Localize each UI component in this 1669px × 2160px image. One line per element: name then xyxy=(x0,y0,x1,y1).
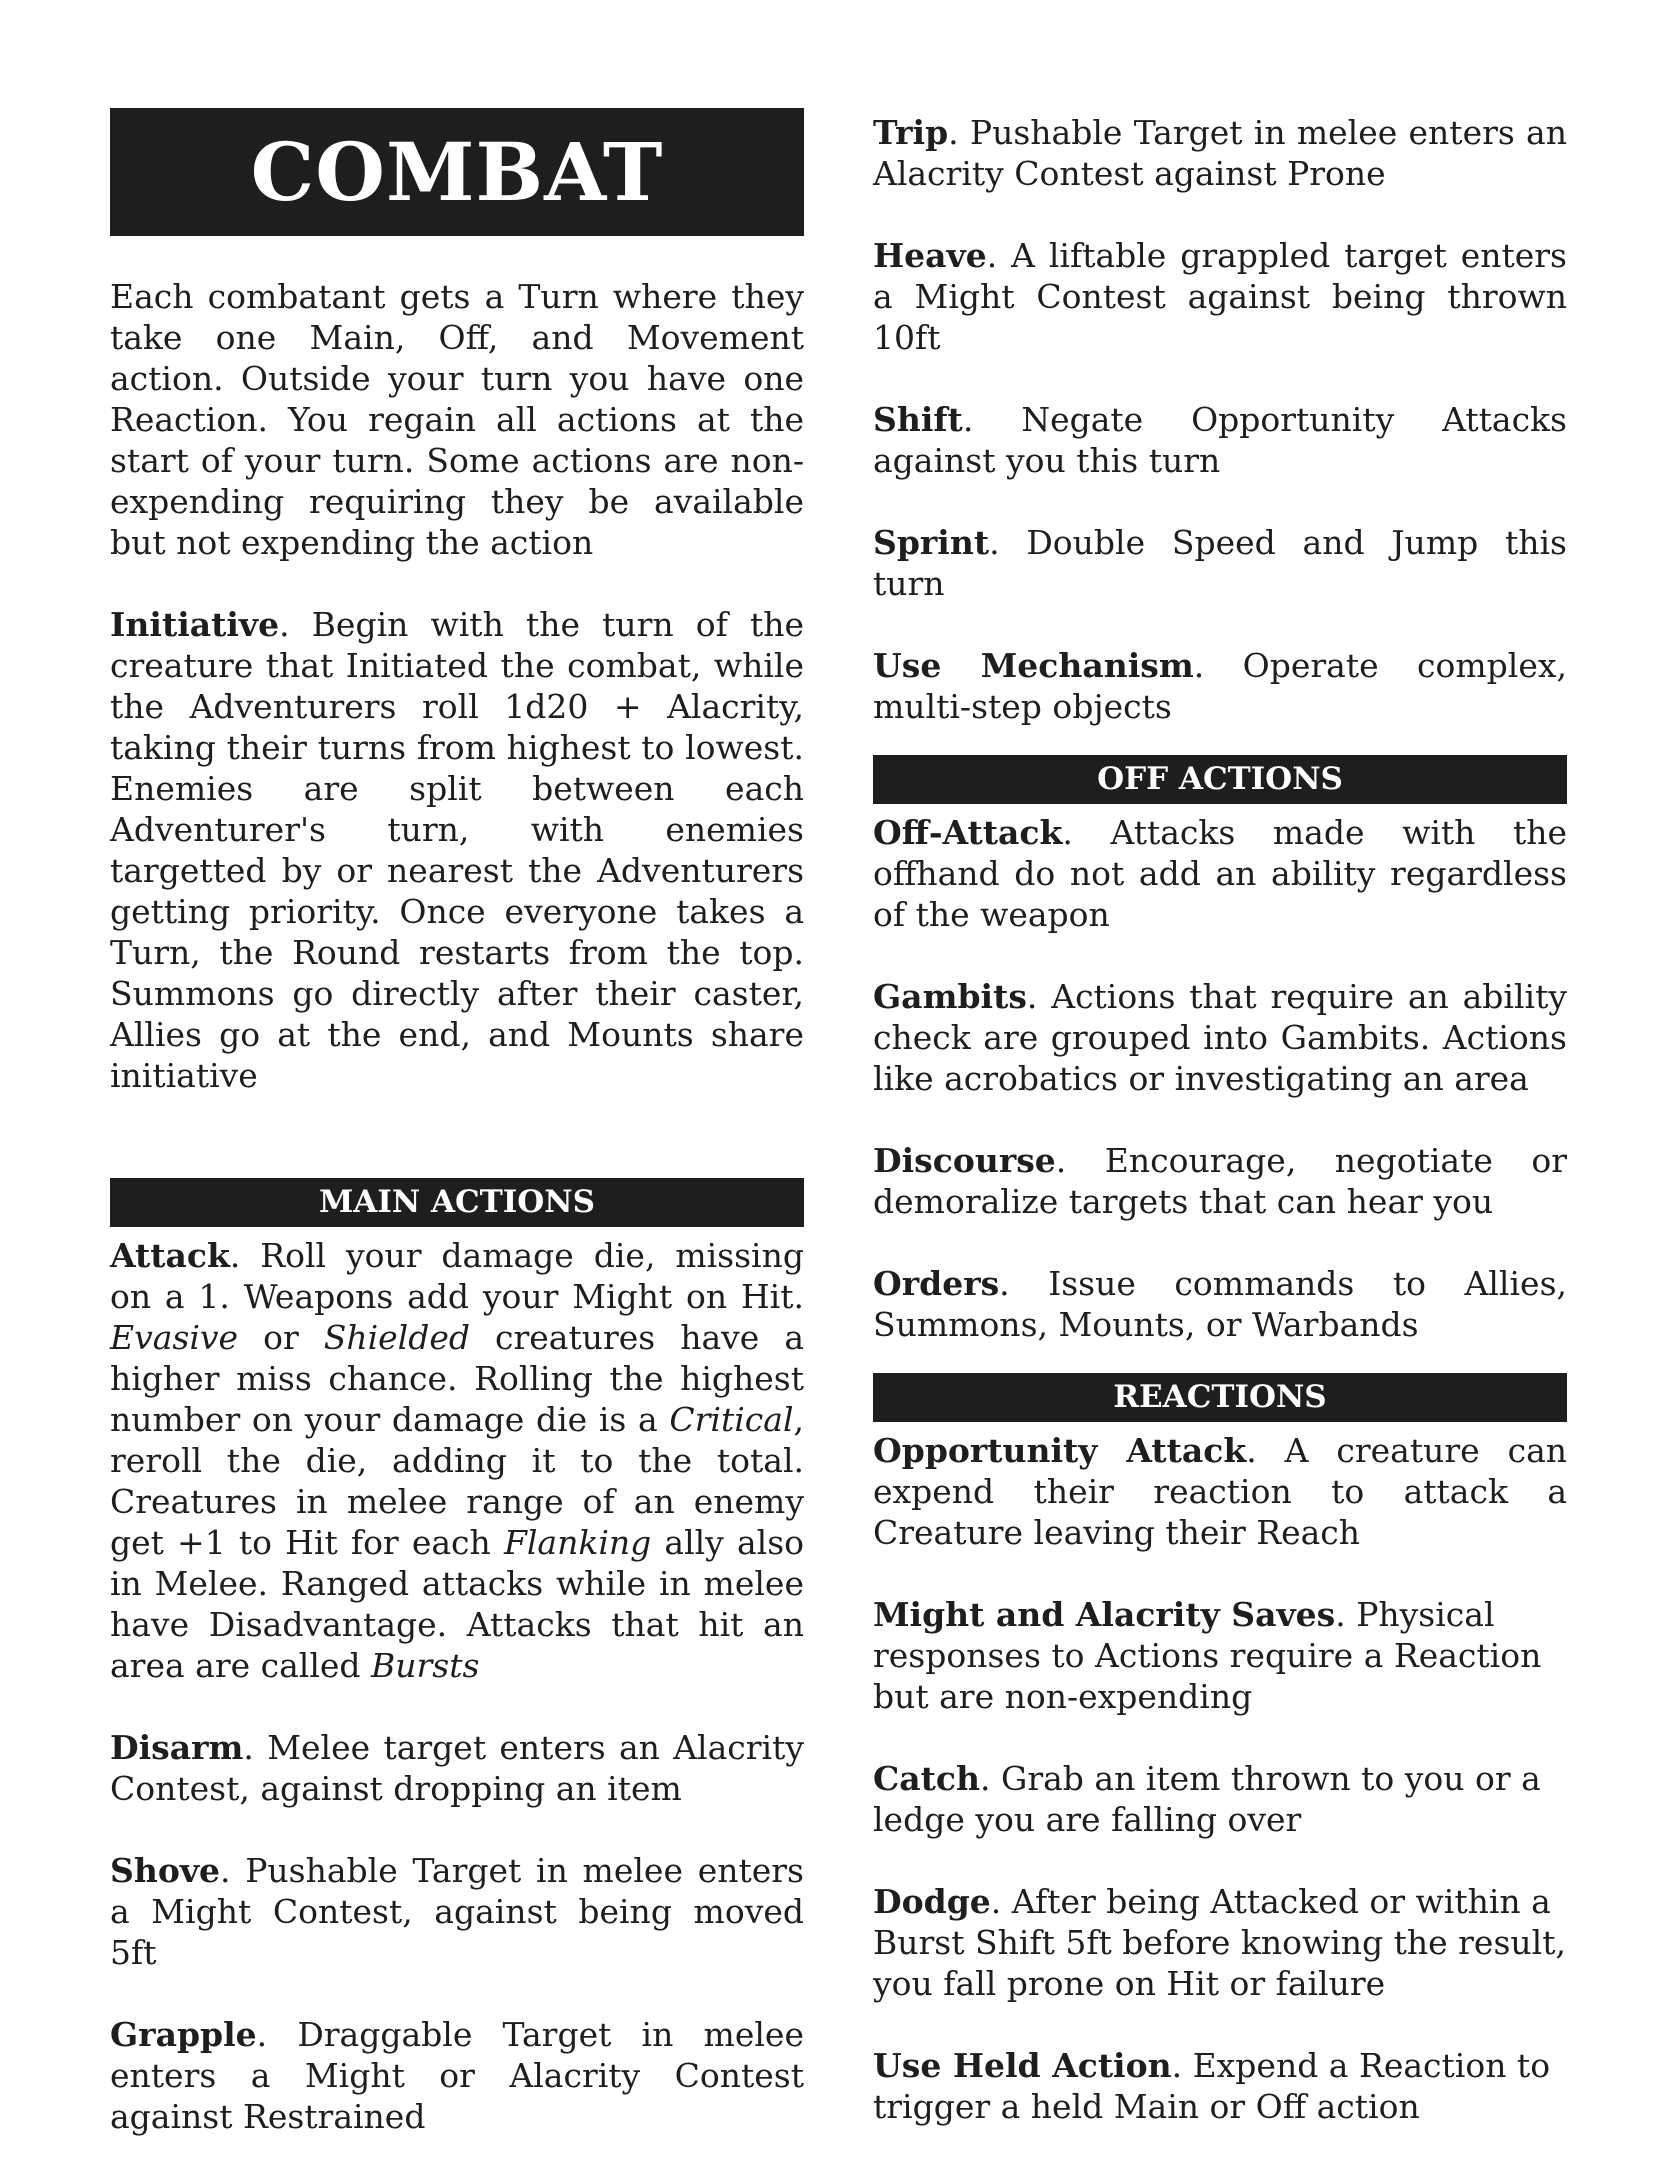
right-column xyxy=(873,112,1567,2127)
discourse-term: Discourse xyxy=(873,1141,1056,1180)
opportunity-attack-paragraph xyxy=(873,1430,1567,1553)
attack-text-5: ally also in Melee. Ranged attacks while in melee have Disadvantage. Attacks that hit an area are called xyxy=(110,1523,804,1685)
trip-paragraph xyxy=(873,112,1567,194)
sprint-term: Sprint xyxy=(873,523,990,562)
shove-text: . Pushable Target in melee enters a Might Contest, against being moved 5ft xyxy=(110,1851,804,1972)
dodge-paragraph xyxy=(873,1881,1567,2004)
heave-paragraph xyxy=(873,235,1567,358)
evasive-term: Evasive xyxy=(110,1318,239,1357)
page-title: COMBAT xyxy=(250,124,664,219)
sprint-text: . Double Speed and Jump this turn xyxy=(873,523,1567,603)
disarm-paragraph xyxy=(110,1727,804,1809)
use-held-action-text: . Expend a Reaction to trigger a held Main or Off action xyxy=(873,2046,1551,2126)
dodge-term: Dodge xyxy=(873,1882,991,1921)
shift-text: . Negate Opportunity Attacks against you this turn xyxy=(873,400,1567,480)
grapple-paragraph xyxy=(110,2014,804,2137)
opportunity-attack-term: Opportunity Attack xyxy=(873,1431,1247,1470)
shove-term: Shove xyxy=(110,1851,221,1890)
orders-paragraph xyxy=(873,1263,1567,1345)
gambits-text: . Actions that require an ability check are grouped into Gambits. Actions like acrobatics or investigating an area xyxy=(873,977,1567,1098)
shielded-term: Shielded xyxy=(323,1318,471,1357)
gambits-term: Gambits xyxy=(873,977,1027,1016)
grapple-term: Grapple xyxy=(110,2015,257,2054)
opportunity-attack-text: . A creature can expend their reaction to attack a Creature leaving their Reach xyxy=(873,1431,1567,1552)
initiative-term: Initiative xyxy=(110,605,280,644)
heave-text: . A liftable grappled target enters a Might Contest against being thrown 10ft xyxy=(873,236,1567,357)
attack-paragraph xyxy=(110,1235,804,1686)
shove-paragraph xyxy=(110,1850,804,1973)
grapple-text: . Draggable Target in melee enters a Might or Alacrity Contest against Restrained xyxy=(110,2015,804,2136)
orders-text: . Issue commands to Allies, Summons, Mounts, or Warbands xyxy=(873,1264,1567,1344)
initiative-text: . Begin with the turn of the creature that Initiated the combat, while the Adventurers roll 1d20 + Alacrity, taking their turns from highest to lowest. Enemies are split between each Adventurer's turn, with enemies targetted by or nearest the Adventurers getting priority. Once everyone takes a Turn, the Round restarts from the top. Summons go directly after their caster, Allies go at the end, and Mounts share initiative xyxy=(110,605,804,1095)
trip-term: Trip xyxy=(873,113,949,152)
dodge-text: . After being Attacked or within a Burst Shift 5ft before knowing the result, you fall prone on Hit or failure xyxy=(873,1882,1566,2003)
use-mechanism-text: . Operate complex, multi-step objects xyxy=(873,646,1567,726)
use-held-action-term: Use Held Action xyxy=(873,2046,1172,2085)
bursts-term: Bursts xyxy=(371,1646,480,1685)
use-mechanism-paragraph xyxy=(873,645,1567,727)
off-attack-term: Off-Attack xyxy=(873,813,1063,852)
off-attack-text: . Attacks made with the offhand do not add an ability regardless of the weapon xyxy=(873,813,1567,934)
attack-term: Attack xyxy=(110,1236,230,1275)
reactions-heading: REACTIONS xyxy=(873,1373,1567,1422)
off-actions-heading: OFF ACTIONS xyxy=(873,755,1567,804)
main-actions-heading: MAIN ACTIONS xyxy=(110,1178,804,1227)
attack-text-4: , reroll the die, adding it to the total. Creatures in melee range of an enemy get +1 to Hit for each xyxy=(110,1400,804,1562)
initiative-paragraph xyxy=(110,604,804,1096)
saves-paragraph xyxy=(873,1594,1567,1717)
orders-term: Orders xyxy=(873,1264,1000,1303)
use-held-action-paragraph xyxy=(873,2045,1567,2127)
shift-paragraph xyxy=(873,399,1567,481)
shift-term: Shift xyxy=(873,400,963,439)
critical-term: Critical xyxy=(669,1400,794,1439)
trip-text: . Pushable Target in melee enters an Alacrity Contest against Prone xyxy=(873,113,1567,193)
disarm-term: Disarm xyxy=(110,1728,244,1767)
attack-text-3: creatures have a higher miss chance. Rolling the highest number on your damage die is a xyxy=(110,1318,805,1439)
saves-text: . Physical responses to Actions require a Reaction but are non-expending xyxy=(873,1595,1542,1716)
page-title-bar xyxy=(110,108,804,236)
attack-text-2: or xyxy=(238,1318,324,1357)
catch-term: Catch xyxy=(873,1759,980,1798)
discourse-paragraph xyxy=(873,1140,1567,1222)
catch-paragraph xyxy=(873,1758,1567,1840)
attack-text-1: . Roll your damage die, missing on a 1. Weapons add your Might on Hit. xyxy=(110,1236,804,1316)
disarm-text: . Melee target enters an Alacrity Contest, against dropping an item xyxy=(110,1728,804,1808)
sprint-paragraph xyxy=(873,522,1567,604)
saves-term: Might and Alacrity Saves xyxy=(873,1595,1336,1634)
heave-term: Heave xyxy=(873,236,987,275)
use-mechanism-term: Use Mechanism xyxy=(873,646,1194,685)
catch-text: . Grab an item thrown to you or a ledge you are falling over xyxy=(873,1759,1541,1839)
discourse-text: . Encourage, negotiate or demoralize targets that can hear you xyxy=(873,1141,1567,1221)
gambits-paragraph xyxy=(873,976,1567,1099)
left-column xyxy=(110,108,804,2137)
off-attack-paragraph xyxy=(873,812,1567,935)
intro-paragraph: Each combatant gets a Turn where they take one Main, Off, and Movement action. Outside your turn you have one Reaction. You regain all actions at the start of your turn. Some actions are non-expending requiring they be available but not expending the action xyxy=(110,277,804,562)
flanking-term: Flanking xyxy=(503,1523,652,1562)
